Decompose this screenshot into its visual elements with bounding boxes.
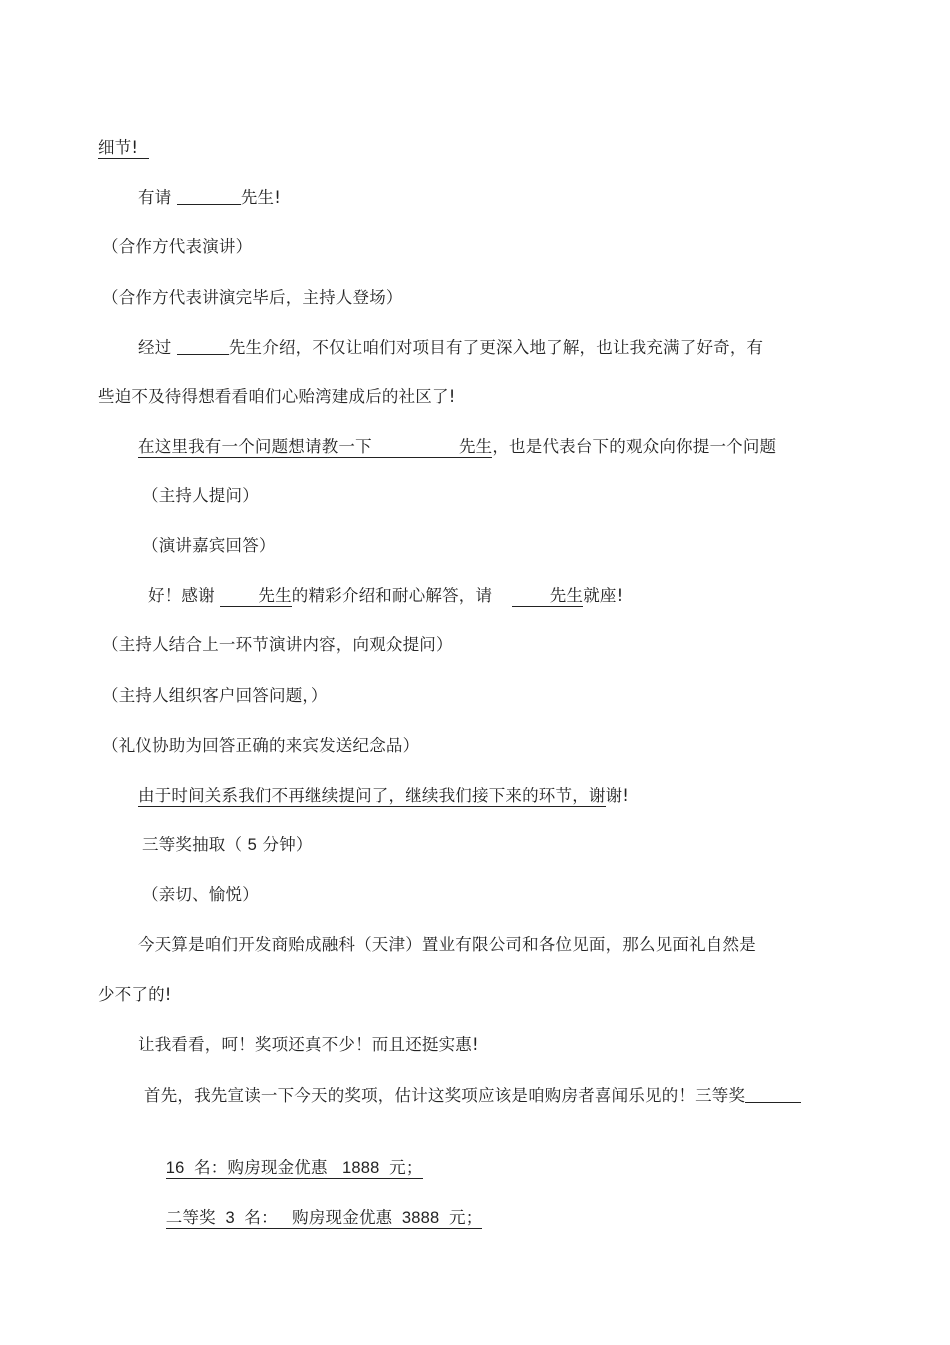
line-1-text: 细节!: [98, 138, 139, 157]
text-line-3: （合作方代表演讲）: [102, 237, 253, 256]
line-20-text: 首先，我先宣读一下今天的奖项，估计这奖项应该是咱购房者喜闻乐见的！三等奖: [144, 1086, 746, 1105]
line-5-prefix: 经过: [138, 338, 172, 357]
heading-suffix: 分钟）: [262, 835, 313, 854]
text-line-1: [98, 137, 149, 159]
text-line-19: 让我看看，呵！奖项还真不少！而且还挺实惠!: [138, 1035, 479, 1054]
third-prize-text: 16 名：购房现金优惠 1888 元；: [165, 1159, 423, 1177]
heading-prefix: 三等奖抽取（: [142, 835, 243, 854]
heading-minutes: 5: [247, 836, 258, 854]
name-blank: [220, 586, 258, 607]
line-10-suffix: 就座!: [583, 586, 624, 605]
text-line-7: [138, 436, 776, 458]
text-line-20: [144, 1085, 801, 1107]
text-line-14: [138, 785, 629, 807]
text-line-8: （主持人提问）: [142, 486, 259, 505]
text-line-16: （亲切、愉悦）: [142, 885, 259, 904]
name-blank: [512, 586, 550, 607]
text-line-6: 些迫不及待得想看看咱们心贻湾建成后的社区了!: [98, 387, 456, 406]
line-7-rest: ，也是代表台下的观众向你提一个问题: [492, 437, 777, 456]
text-line-9: （演讲嘉宾回答）: [142, 536, 276, 555]
prize-line-second: [144, 1185, 482, 1251]
section-heading-third-prize: [142, 834, 313, 856]
text-line-18: 少不了的!: [98, 985, 172, 1004]
text-line-5: [138, 337, 763, 359]
count-blank: [745, 1086, 801, 1103]
line-10-mid: 的精彩介绍和耐心解答，请: [291, 586, 493, 605]
second-prize-text: 二等奖 3 名： 购房现金优惠 3888 元；: [165, 1209, 483, 1227]
line-14-suffix: 谢!: [605, 786, 630, 805]
line-14-underlined: 由于时间关系我们不再继续提问了，继续我们接下来的环节，谢: [138, 786, 606, 805]
name-blank: [177, 338, 229, 355]
text-line-2: [138, 187, 281, 209]
trailing-underline: [138, 138, 149, 159]
line-10-name-2: 先生: [549, 586, 584, 605]
text-line-17: 今天算是咱们开发商贻成融科（天津）置业有限公司和各位见面，那么见面礼自然是: [138, 935, 756, 954]
text-line-13: （礼仪协助为回答正确的来宾发送纪念品）: [102, 736, 420, 755]
line-10-name-1: 先生: [258, 586, 292, 605]
line-7-underlined: 在这里我有一个问题想请教一下: [138, 437, 372, 456]
line-2-prefix: 有请: [138, 188, 172, 207]
text-line-11: （主持人结合上一环节演讲内容，向观众提问）: [102, 635, 453, 654]
name-blank: [177, 188, 241, 205]
text-line-10: [148, 585, 623, 607]
text-line-12: （主持人组织客户回答问题，）: [102, 686, 328, 705]
line-10-prefix: 好！感谢: [148, 586, 215, 605]
text-line-4: （合作方代表讲演完毕后，主持人登场）: [102, 288, 403, 307]
line-7-name: 先生: [458, 437, 493, 456]
line-5-rest: 先生介绍，不仅让咱们对项目有了更深入地了解，也让我充满了好奇，有: [228, 338, 764, 357]
name-blank: [372, 437, 459, 458]
line-2-suffix: 先生!: [240, 188, 282, 207]
